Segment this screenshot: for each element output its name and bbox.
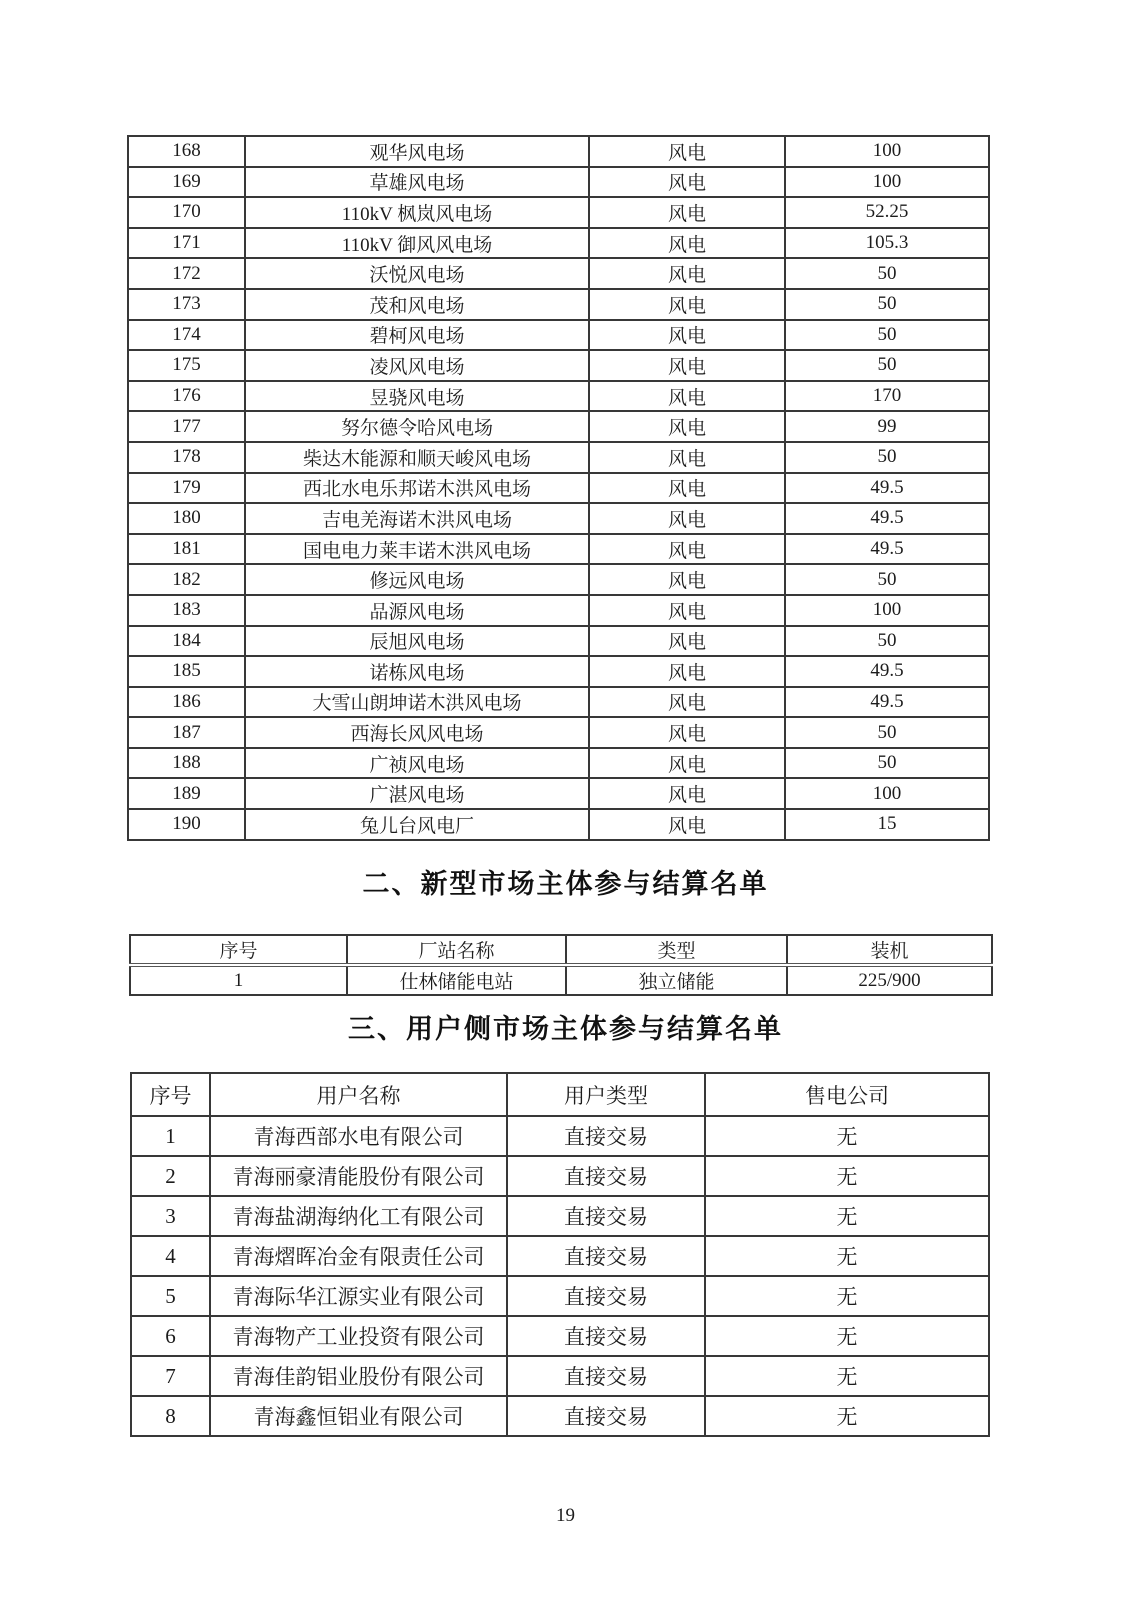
table-cell: 187 [128,717,245,748]
page-number: 19 [556,1505,575,1526]
table-cell: 183 [128,595,245,626]
table-cell: 直接交易 [507,1116,705,1156]
table-cell: 3 [131,1196,210,1236]
table-cell: 风电 [589,320,785,351]
table-row [128,717,989,748]
table-cell: 直接交易 [507,1196,705,1236]
table-cell: 修远风电场 [245,564,589,595]
table-cell: 7 [131,1356,210,1396]
table-row [131,1316,989,1356]
table-row [128,442,989,473]
table-cell: 110kV 枫岚风电场 [245,197,589,228]
table-cell: 风电 [589,228,785,259]
table-cell: 105.3 [785,228,989,259]
section3-heading: 三、用户侧市场主体参与结算名单 [348,1014,783,1045]
table-row [128,595,989,626]
column-header-type: 类型 [566,935,787,965]
table-cell: 风电 [589,503,785,534]
table-cell: 辰旭风电场 [245,626,589,657]
table-cell: 青海物产工业投资有限公司 [210,1316,507,1356]
table-row [128,136,989,167]
table-cell: 无 [705,1156,989,1196]
table-cell: 无 [705,1276,989,1316]
table-cell: 49.5 [785,687,989,718]
table-cell: 青海丽豪清能股份有限公司 [210,1156,507,1196]
table-cell: 直接交易 [507,1156,705,1196]
table-cell: 169 [128,167,245,198]
table-cell: 青海佳韵铝业股份有限公司 [210,1356,507,1396]
table-cell: 100 [785,778,989,809]
table-cell: 风电 [589,381,785,412]
table-cell: 190 [128,809,245,840]
table-row [128,626,989,657]
table-cell: 99 [785,411,989,442]
table-header-row [131,1073,989,1116]
table-cell: 50 [785,258,989,289]
table-row [128,503,989,534]
table-row [131,1236,989,1276]
table-cell: 180 [128,503,245,534]
table-cell: 185 [128,656,245,687]
table-cell: 青海盐湖海纳化工有限公司 [210,1196,507,1236]
table-cell: 182 [128,564,245,595]
column-header-retail-company: 售电公司 [705,1073,989,1116]
table-row [128,381,989,412]
table-cell: 风电 [589,656,785,687]
table-cell: 大雪山朗坤诺木洪风电场 [245,687,589,718]
table-cell: 风电 [589,595,785,626]
table-cell: 兔儿台风电厂 [245,809,589,840]
table-cell: 176 [128,381,245,412]
table-cell: 风电 [589,197,785,228]
table-cell: 178 [128,442,245,473]
table-cell: 4 [131,1236,210,1276]
table-cell: 50 [785,717,989,748]
table-cell: 184 [128,626,245,657]
table-cell: 风电 [589,564,785,595]
table-row [131,1196,989,1236]
table-cell: 50 [785,564,989,595]
table-cell: 西海长风风电场 [245,717,589,748]
table-row [128,197,989,228]
table-cell: 170 [785,381,989,412]
table-cell: 碧柯风电场 [245,320,589,351]
table-cell: 5 [131,1276,210,1316]
table-cell: 青海熠晖冶金有限责任公司 [210,1236,507,1276]
table-cell: 直接交易 [507,1276,705,1316]
table-cell: 无 [705,1236,989,1276]
table-cell: 广湛风电场 [245,778,589,809]
table-cell: 风电 [589,717,785,748]
table-row [131,1356,989,1396]
table-cell: 广祯风电场 [245,748,589,779]
table-cell: 168 [128,136,245,167]
column-header-seq: 序号 [130,935,347,965]
table-row [128,687,989,718]
table-cell: 风电 [589,778,785,809]
table-cell: 草雄风电场 [245,167,589,198]
table-cell: 茂和风电场 [245,289,589,320]
table-cell: 无 [705,1116,989,1156]
table-cell: 181 [128,534,245,565]
table-cell: 风电 [589,626,785,657]
table-cell: 49.5 [785,473,989,504]
table-cell: 青海际华江源实业有限公司 [210,1276,507,1316]
table-row [128,748,989,779]
table-cell: 100 [785,167,989,198]
table-cell: 诺栋风电场 [245,656,589,687]
table-cell: 直接交易 [507,1316,705,1356]
table-cell: 无 [705,1196,989,1236]
table-cell: 171 [128,228,245,259]
table-row [128,809,989,840]
table-cell: 100 [785,136,989,167]
table-cell: 177 [128,411,245,442]
table-row [128,258,989,289]
table-row [128,564,989,595]
table-cell: 50 [785,442,989,473]
table-row [128,289,989,320]
table-cell: 50 [785,289,989,320]
table-cell: 吉电羌海诺木洪风电场 [245,503,589,534]
table-row [131,1116,989,1156]
user-side-table [130,1072,990,1437]
column-header-station-name: 厂站名称 [347,935,566,965]
table-cell: 努尔德令哈风电场 [245,411,589,442]
table-cell: 青海鑫恒铝业有限公司 [210,1396,507,1436]
table-cell: 西北水电乐邦诺木洪风电场 [245,473,589,504]
table-cell: 风电 [589,473,785,504]
table-cell: 凌风风电场 [245,350,589,381]
table-row [128,167,989,198]
table-cell: 175 [128,350,245,381]
table-row [128,320,989,351]
table-cell: 直接交易 [507,1396,705,1436]
table-cell: 179 [128,473,245,504]
table-row [128,656,989,687]
table-cell: 风电 [589,258,785,289]
table-cell: 青海西部水电有限公司 [210,1116,507,1156]
table-cell: 2 [131,1156,210,1196]
table-cell: 50 [785,350,989,381]
table-cell: 49.5 [785,503,989,534]
table-cell: 沃悦风电场 [245,258,589,289]
table-cell: 100 [785,595,989,626]
table-cell: 风电 [589,350,785,381]
table-cell: 1 [131,1116,210,1156]
table-cell: 风电 [589,289,785,320]
column-header-user-name: 用户名称 [210,1073,507,1116]
table-cell: 独立储能 [566,965,787,995]
column-header-user-type: 用户类型 [507,1073,705,1116]
table-cell: 直接交易 [507,1236,705,1276]
table-cell: 风电 [589,136,785,167]
table-row [131,1156,989,1196]
table-cell: 柴达木能源和顺天峻风电场 [245,442,589,473]
table-row [131,1276,989,1316]
table-cell: 110kV 御风风电场 [245,228,589,259]
table-row [130,965,992,995]
column-header-seq: 序号 [131,1073,210,1116]
table-cell: 风电 [589,809,785,840]
new-market-entity-table [129,934,993,996]
table-cell: 观华风电场 [245,136,589,167]
table-cell: 8 [131,1396,210,1436]
table-cell: 50 [785,748,989,779]
table-cell: 无 [705,1396,989,1436]
table-cell: 无 [705,1316,989,1356]
table-cell: 6 [131,1316,210,1356]
table-row [128,534,989,565]
table-cell: 风电 [589,442,785,473]
table-cell: 49.5 [785,534,989,565]
table-cell: 国电电力莱丰诺木洪风电场 [245,534,589,565]
table-cell: 品源风电场 [245,595,589,626]
table-row [128,228,989,259]
table-cell: 186 [128,687,245,718]
column-header-capacity: 装机 [787,935,992,965]
table-cell: 风电 [589,748,785,779]
table-cell: 直接交易 [507,1356,705,1396]
table-row [128,473,989,504]
table-row [128,350,989,381]
table-cell: 170 [128,197,245,228]
generation-units-table [127,135,990,841]
table-cell: 仕林储能电站 [347,965,566,995]
table-cell: 173 [128,289,245,320]
table-cell: 188 [128,748,245,779]
table-cell: 225/900 [787,965,992,995]
table-cell: 风电 [589,534,785,565]
table-cell: 风电 [589,687,785,718]
table-cell: 174 [128,320,245,351]
table-cell: 49.5 [785,656,989,687]
table-cell: 昱骁风电场 [245,381,589,412]
table-cell: 50 [785,320,989,351]
table-cell: 风电 [589,167,785,198]
table-cell: 52.25 [785,197,989,228]
table-row [131,1396,989,1436]
table-cell: 189 [128,778,245,809]
table-cell: 172 [128,258,245,289]
table-cell: 15 [785,809,989,840]
table-row [128,411,989,442]
table-row [128,778,989,809]
table-cell: 无 [705,1356,989,1396]
table-cell: 50 [785,626,989,657]
section2-heading: 二、新型市场主体参与结算名单 [362,869,769,900]
table-header-row [130,935,992,965]
table-cell: 1 [130,965,347,995]
table-cell: 风电 [589,411,785,442]
